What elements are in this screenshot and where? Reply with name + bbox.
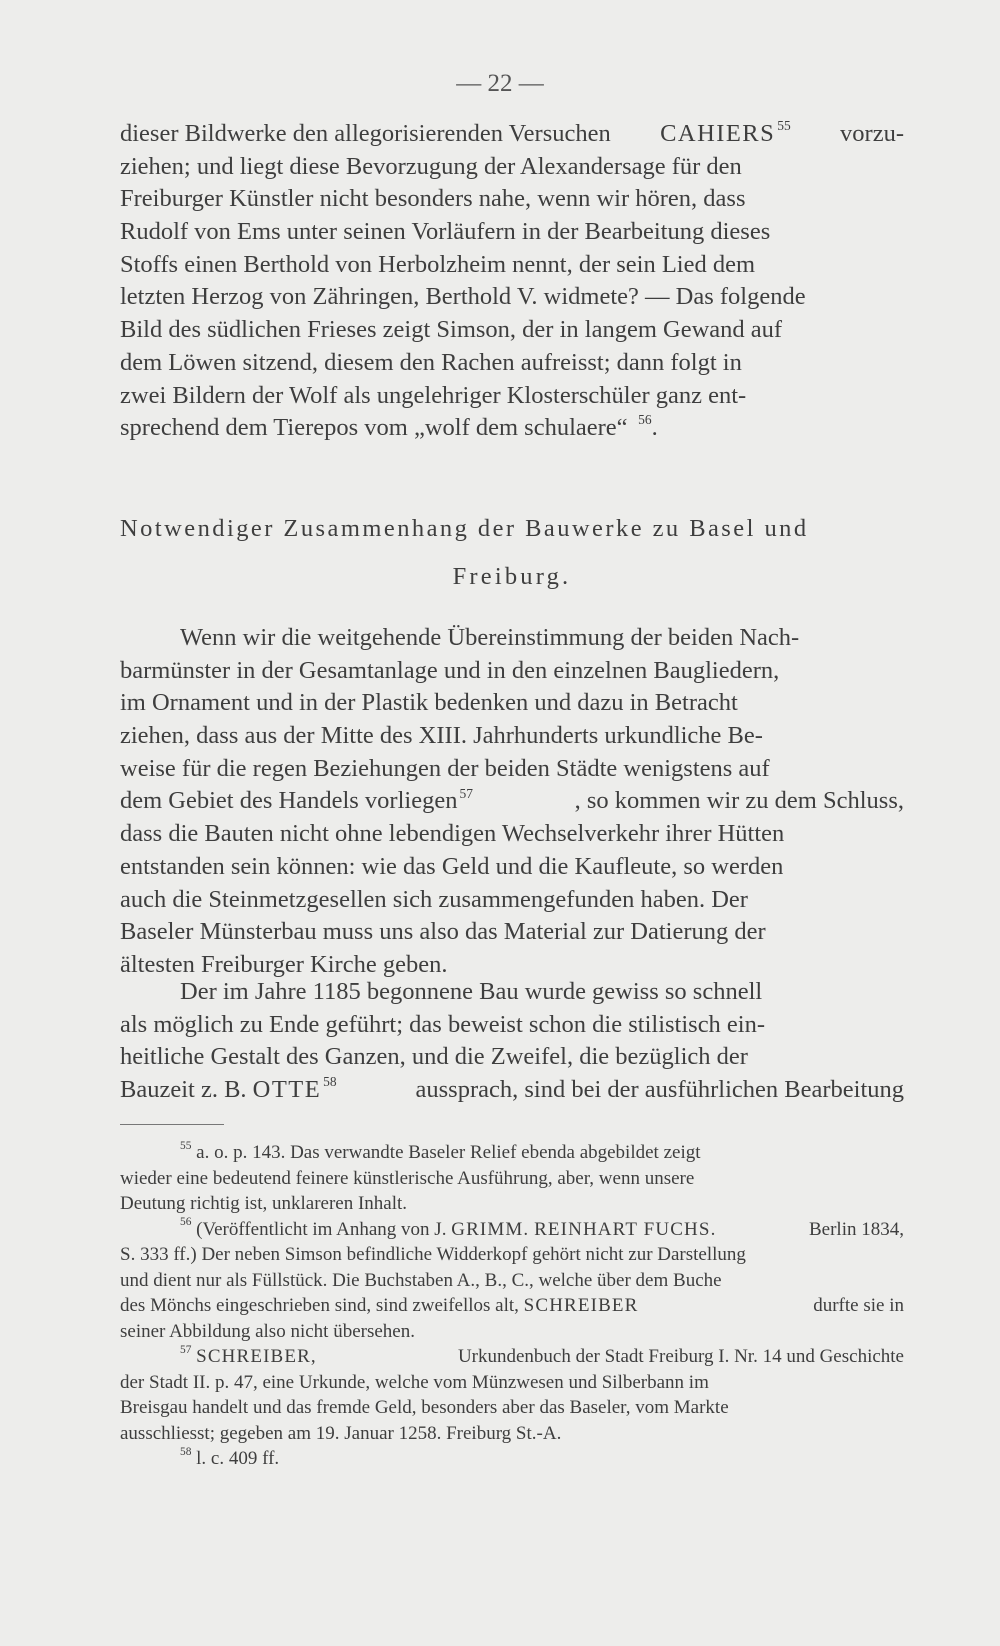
footnote-line: seiner Abbildung also nicht übersehen.	[120, 1320, 415, 1342]
text-line: Stoffs einen Berthold von Herbolzheim nennt, der sein Lied dem	[120, 250, 756, 278]
footnote-57: $^{57}$ SCHREIBER, Urkundenbuch der Stadt Freiburg I. Nr. 14 und Geschichte	[180, 1343, 904, 1367]
heading-line-2: Freiburg.	[452, 563, 572, 590]
text-line: Bild des südlichen Frieses zeigt Simson, der in langem Gewand auf	[120, 316, 783, 344]
section-heading	[120, 505, 904, 601]
footnote-line: Deutung richtig ist, unklareren Inhalt.	[120, 1193, 408, 1214]
text-line: Freiburger Künstler nicht besonders nahe, wenn wir hören, dass	[120, 185, 746, 213]
text-line: dem Löwen sitzend, diesem den Rachen aufreisst; dann folgt in	[120, 348, 742, 376]
text-line: Wenn wir die weitgehende Übereinstimmung der beiden Nach-	[180, 624, 800, 651]
text-line: Bauzeit z. B. OTTE $^{58}$ aussprach, sind bei der ausführlichen Bearbeitung	[120, 1074, 904, 1104]
text-line: dass die Bauten nicht ohne lebendigen Wechselverkehr ihrer Hütten	[120, 820, 785, 848]
text-line: heitliche Gestalt des Ganzen, und die Zweifel, die bezüglich der	[120, 1043, 748, 1071]
text-line: dieser Bildwerke den allegorisierenden Versuchen CAHIERS $^{55}$ vorzu-	[120, 118, 904, 147]
footnote-ref[interactable]: 56	[638, 412, 652, 428]
text-line: Der im Jahre 1185 begonnene Bau wurde gewiss so schnell	[180, 978, 763, 1005]
footnote-ref[interactable]: 55	[777, 118, 791, 134]
footnote-line: wieder eine bedeutend feinere künstlerische Ausführung, aber, wenn unsere	[120, 1167, 695, 1189]
text-line: sprechend dem Tierepos vom „wolf dem schulaere“ $^{56}$.	[120, 412, 658, 442]
text-line: als möglich zu Ende geführt; das beweist schon die stilistisch ein-	[120, 1010, 766, 1038]
footnote-line: des Mönchs eingeschrieben sind, sind zweifellos alt, SCHREIBER durfte sie in	[120, 1295, 904, 1316]
text-line: letzten Herzog von Zähringen, Berthold V. widmete? — Das folgende	[120, 283, 806, 311]
footnote-ref[interactable]: 58	[323, 1074, 337, 1090]
text-line: zwei Bildern der Wolf als ungelehriger Klosterschüler ganz ent-	[120, 381, 747, 409]
paragraph-continuation	[120, 118, 904, 445]
work-title: REINHART FUCHS.	[534, 1218, 717, 1240]
text-line: im Ornament und in der Plastik bedenken und dazu in Betracht	[120, 689, 738, 717]
footnote-line: der Stadt II. p. 47, eine Urkunde, welche vom Münzwesen und Silberbann im	[120, 1371, 709, 1393]
footnote-ref[interactable]: 57	[459, 785, 473, 801]
author-name: SCHREIBER	[523, 1295, 639, 1316]
footnote-line: Breisgau handelt und das fremde Geld, besonders aber das Baseler, vom Markte	[120, 1397, 729, 1418]
paragraph-2	[120, 622, 904, 982]
author-name: CAHIERS	[660, 120, 776, 147]
heading-line-1: Notwendiger Zusammenhang der Bauwerke zu Basel und	[120, 515, 809, 542]
footnote-line: ausschliesst; gegeben am 19. Januar 1258. Freiburg St.-A.	[120, 1422, 562, 1444]
paragraph-3	[120, 976, 904, 1107]
text-line: auch die Steinmetzgesellen sich zusammengefunden haben. Der	[120, 885, 748, 913]
author-name: OTTE	[252, 1076, 322, 1104]
footnotes	[120, 1140, 904, 1472]
footnote-line: S. 333 ff.) Der neben Simson befindliche Widderkopf gehört nicht zur Darstellung	[120, 1244, 746, 1265]
footnote-line: und dient nur als Füllstück. Die Buchstaben A., B., C., welche über dem Buche	[120, 1269, 722, 1291]
text-line: ältesten Freiburger Kirche geben.	[120, 950, 448, 978]
text-line: dem Gebiet des Handels vorliegen $^{57}$ , so kommen wir zu dem Schluss,	[120, 785, 904, 815]
author-name: GRIMM.	[451, 1218, 530, 1240]
footnote-number: 55	[180, 1139, 192, 1152]
text-line: barmünster in der Gesamtanlage und in den einzelnen Baugliedern,	[120, 656, 780, 684]
text-line: Rudolf von Ems unter seinen Vorläufern in der Bearbeitung dieses	[120, 218, 771, 246]
footnote-number: 56	[180, 1216, 192, 1229]
text-line: entstanden sein können: wie das Geld und die Kaufleute, so werden	[120, 852, 784, 880]
text-line: ziehen, dass aus der Mitte des XIII. Jahrhunderts urkundliche Be-	[120, 722, 763, 750]
text-line: weise für die regen Beziehungen der beiden Städte wenigstens auf	[120, 754, 770, 782]
footnote-number: 57	[180, 1343, 192, 1356]
text-line: Baseler Münsterbau muss uns also das Material zur Datierung der	[120, 918, 766, 946]
author-name: SCHREIBER,	[196, 1346, 317, 1367]
footnote-number: 58	[180, 1445, 192, 1458]
footnote-58: $^{58}$ l. c. 409 ff.	[180, 1445, 280, 1469]
page-number: — 22 —	[456, 70, 544, 97]
text-line: ziehen; und liegt diese Bevorzugung der Alexandersage für den	[120, 152, 742, 180]
footnote-56: $^{56}$ (Veröffentlicht im Anhang von J. GRIMM. REINHART FUCHS. Berlin 1834,	[180, 1216, 904, 1240]
footnote-55: $^{55}$ a. o. p. 143. Das verwandte Baseler Relief ebenda abgebildet zeigt	[180, 1139, 701, 1163]
footnote-separator	[120, 1124, 224, 1125]
